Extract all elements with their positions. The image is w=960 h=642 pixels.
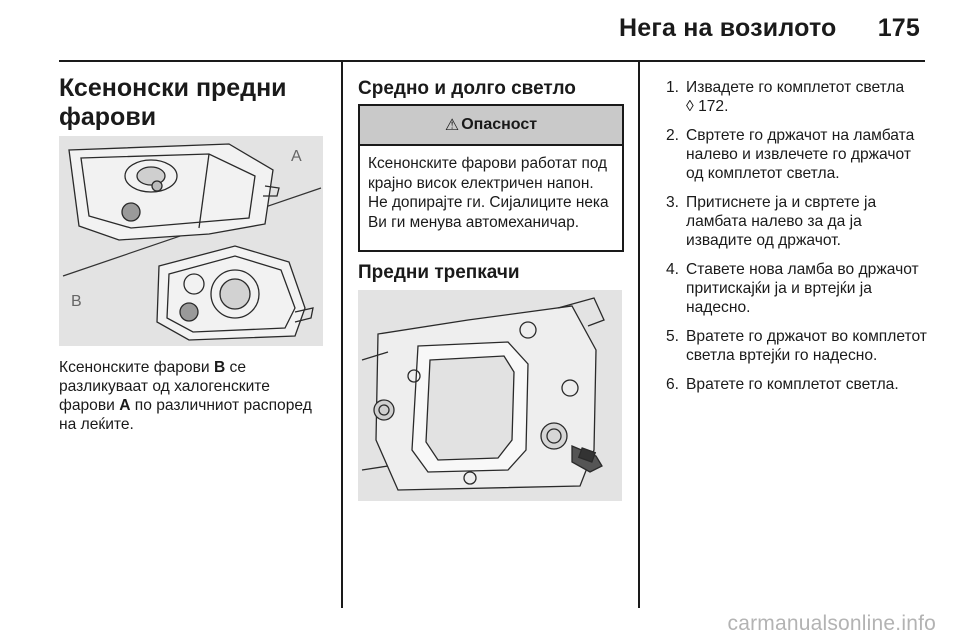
- step-item: [666, 126, 930, 183]
- figure-label-a: A: [291, 148, 302, 165]
- replacement-steps: [666, 78, 930, 394]
- headlamp-comparison-figure: [59, 136, 323, 346]
- reference-arrow-icon: ◊: [686, 98, 694, 115]
- step-number: 2.: [666, 127, 680, 144]
- step-text: Вратете го комплетот светла.: [686, 376, 899, 393]
- watermark: carmanualsonline.info: [727, 612, 936, 635]
- step-text: Извадете го комплетот светла: [686, 79, 905, 96]
- step-number: 3.: [666, 194, 680, 211]
- warning-title-bar: [360, 106, 622, 146]
- step-number: 6.: [666, 376, 680, 393]
- turn-signal-bulb-figure: [358, 290, 622, 501]
- headlamp-drawing: [59, 136, 323, 346]
- page-reference[interactable]: [686, 97, 728, 116]
- figure-label-b: B: [71, 293, 82, 310]
- step-item: [666, 193, 930, 250]
- step-item: [666, 327, 930, 365]
- caption-text-1: Ксенонските фарови: [59, 359, 214, 376]
- warning-text: Ксенонските фарови работат под крајно висок електричен напон. Не допирајте ги. Сијалиците нека Ви ги менува автомеханичар.: [368, 155, 609, 231]
- halogen-headlamp-a: [69, 144, 279, 240]
- xenon-headlamp-b: [157, 246, 313, 340]
- step-text: Притиснете ја и свртете ја ламбата налево за да ја извадите од држачот.: [686, 194, 877, 249]
- caption-text-2: се разликуваат од халогенските фарови: [59, 359, 270, 414]
- reference-page: 172.: [698, 98, 729, 115]
- page-number: 175: [877, 14, 920, 42]
- step-number: 4.: [666, 261, 680, 278]
- turn-signals-heading: Предни трепкачи: [358, 262, 520, 283]
- middle-column: [358, 78, 624, 100]
- page-header: [619, 14, 920, 43]
- section-title: Нега на возилото: [619, 14, 837, 42]
- low-high-beam-heading: Средно и долго светло: [358, 78, 576, 99]
- warning-title: Опасност: [461, 116, 538, 133]
- caption-label-a: A: [119, 397, 131, 414]
- step-item: [666, 78, 930, 116]
- step-item: [666, 260, 930, 317]
- header-rule: [59, 60, 925, 62]
- caption-label-b: B: [213, 359, 226, 376]
- step-number: 1.: [666, 79, 680, 96]
- step-text: Свртете го држачот на ламбата налево и извлечете го држачот од комплетот светла.: [686, 127, 915, 182]
- step-number: 5.: [666, 328, 680, 345]
- warning-triangle-icon: ⚠: [444, 117, 460, 134]
- figure-caption: [59, 358, 329, 434]
- step-item: [666, 375, 930, 394]
- left-column: [59, 74, 329, 132]
- column-divider-1: [341, 62, 343, 608]
- lamp-housing-drawing: [358, 290, 622, 501]
- right-column: [666, 78, 930, 404]
- danger-warning-box: [358, 104, 624, 252]
- step-text: Вратете го држачот во комплетот светла вртејќи го надесно.: [686, 328, 927, 364]
- caption-text-3: по различниот распоред на леќите.: [59, 397, 312, 433]
- column-divider-2: [638, 62, 640, 608]
- section-heading: Ксенонски предни фарови: [59, 74, 287, 131]
- step-text: Ставете нова ламба во држачот притискајќи ја и вртејќи ја надесно.: [686, 261, 919, 316]
